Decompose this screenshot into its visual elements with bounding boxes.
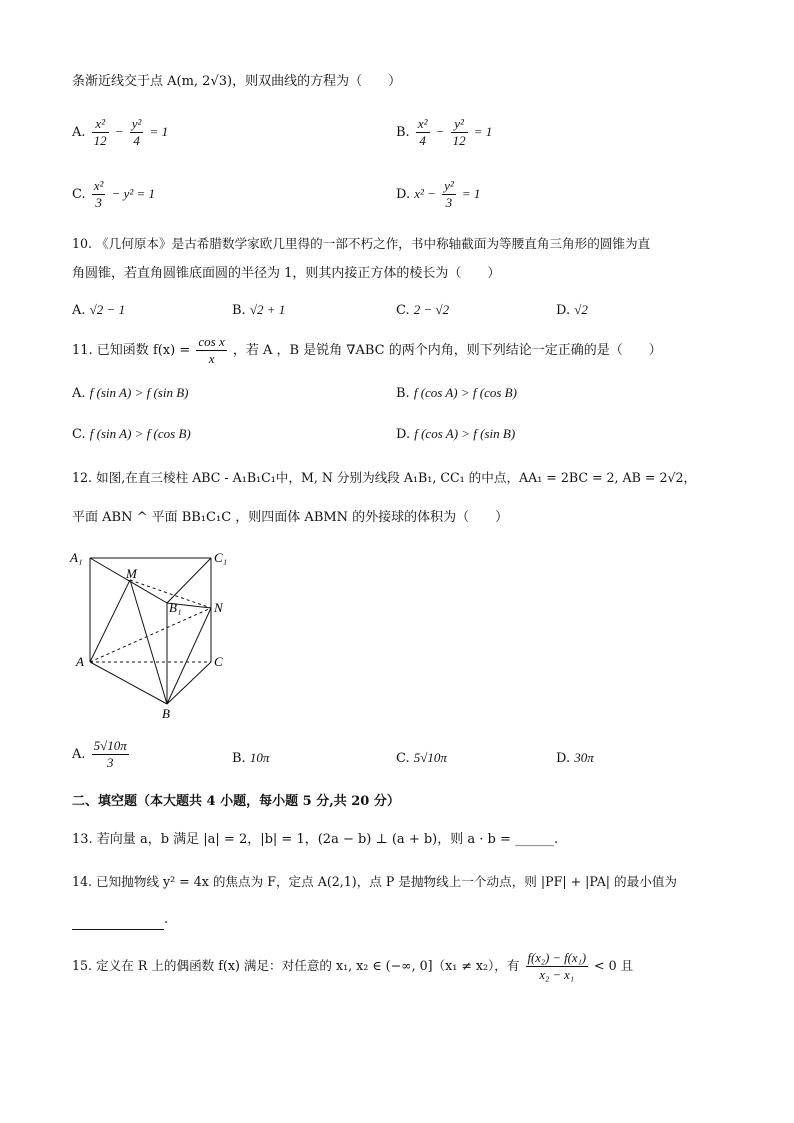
- q15-stem: 15. 定义在 R 上的偶函数 f(x) 满足：对任意的 x₁, x₂ ∈ (−∞, 0]（x₁ ≠ x₂），有 $\frac{\text{f(x₂) − f(x₁)}}{\text{x₂ − x₁}}$ < 0 且: [72, 951, 634, 982]
- label-a1: A₁: [70, 550, 83, 565]
- q12-option-c: C. 5√10π: [396, 750, 447, 766]
- label-b: B: [162, 706, 170, 721]
- q9-option-d: D. x² − $\frac{\text{y²}}{3}$ = 1: [396, 178, 481, 210]
- q10-option-b: B. √2 + 1: [232, 302, 286, 318]
- q11-option-a: A. f (sin A) > f (sin B): [72, 385, 189, 401]
- q13-stem: 13. 若向量 a，b 满足 |a| = 2，|b| = 1，(2a − b) ⊥ (a + b)，则 a · b = ______.: [72, 832, 559, 847]
- q14-answer-blank: [72, 913, 164, 930]
- q11-stem: 11. 已知函数 f(x) = $\frac{\text{cos x}}{x}$ ，若 A ，B 是锐角 ∇ABC 的两个内角，则下列结论一定正确的是（ ）: [72, 334, 662, 366]
- q10-line1: 10. 《几何原本》是古希腊数学家欧几里得的一部不朽之作，书中称轴截面为等腰直角三角形的圆锥为直: [72, 236, 651, 251]
- q14-line2: .: [72, 910, 168, 930]
- q9-option-c: C. $\frac{\text{x²}}{3}$ − y² = 1: [72, 178, 156, 210]
- q11-option-b: B. f (cos A) > f (cos B): [396, 385, 517, 401]
- label-b1: B₁: [169, 600, 182, 615]
- q12-option-b: B. 10π: [232, 750, 270, 766]
- q10-line2: 角圆锥，若直角圆锥底面圆的半径为 1，则其内接正方体的棱长为（ ）: [72, 266, 501, 281]
- prism-figure: [66, 544, 246, 724]
- label-c1: C₁: [214, 550, 228, 565]
- label-c: C: [214, 654, 223, 669]
- label-m: M: [126, 566, 137, 581]
- label-n: N: [214, 600, 223, 615]
- q9-option-a: A. $\frac{\text{x²}}{12}$ − $\frac{\text{y²}}{4}$ = 1: [72, 116, 169, 148]
- q14-line1: 14. 已知抛物线 y² = 4x 的焦点为 F，定点 A(2,1)，点 P 是抛物线上一个动点，则 |PF| + |PA| 的最小值为: [72, 874, 678, 889]
- q12-line2: 平面 ABN ^ 平面 BB₁C₁C ，则四面体 ABMN 的外接球的体积为（ ）: [72, 510, 509, 525]
- q10-option-d: D. √2: [556, 302, 588, 318]
- label-a: A: [76, 654, 84, 669]
- q11-option-d: D. f (cos A) > f (sin B): [396, 426, 516, 442]
- q11-option-c: C. f (sin A) > f (cos B): [72, 426, 191, 442]
- q12-line1: 12. 如图,在直三棱柱 ABC - A₁B₁C₁中，M, N 分别为线段 A₁B₁, CC₁ 的中点，AA₁ = 2BC = 2, AB = 2√2，: [72, 470, 697, 485]
- q12-option-a: A. $\frac{5√10\pi}{3}$: [72, 738, 127, 770]
- section-fill-in-title: 二、填空题（本大题共 4 小题，每小题 5 分,共 20 分）: [72, 794, 400, 809]
- q10-option-c: C. 2 − √2: [396, 302, 450, 318]
- q9-stem-tail: 条渐近线交于点 A(m, 2√3)，则双曲线的方程为（ ）: [72, 74, 402, 89]
- q9-option-b: B. $\frac{\text{x²}}{4}$ − $\frac{\text{y²}}{12}$ = 1: [396, 116, 493, 148]
- q12-option-d: D. 30π: [556, 750, 594, 766]
- q10-option-a: A. √2 − 1: [72, 302, 126, 318]
